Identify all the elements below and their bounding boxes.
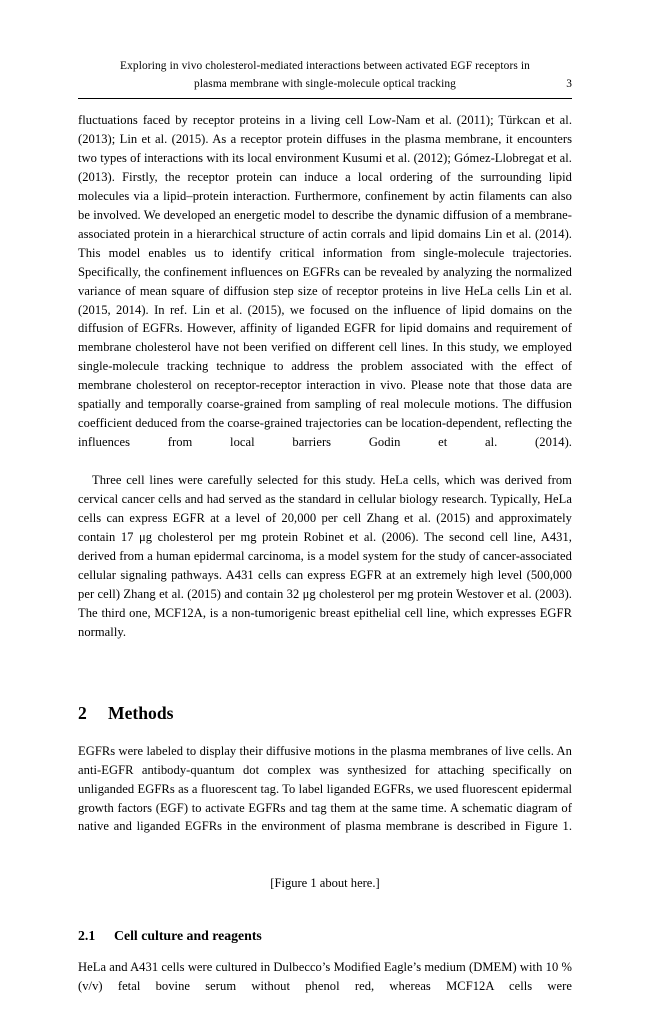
header-divider-rule bbox=[78, 98, 572, 99]
spacer-before-figure-placeholder bbox=[78, 855, 572, 874]
section-number: 2 bbox=[78, 702, 87, 723]
paragraph-cell-lines: Three cell lines were carefully selected for this study. HeLa cells, which was derived from cervical cancer cells and had served as the standard in cellular biology research. Typically, HeLa cells can express EGFR at a level of 20,000 per cell Zhang et al. (2015) and approximately contain 17 μg cholesterol per mg protein Robinet et al. (2006). The second cell line, A431, derived from a human epidermal carcinoma, is a model system for the study of cancer-associated cellular signaling pathways. A431 cells can express EGFR at an extremely high level (500,000 per cell) Zhang et al. (2015) and contain 32 μg cholesterol per mg protein Westover et al. (2003). The third one, MCF12A, is a non-tumorigenic breast epithelial cell line, which expresses EGFR normally. bbox=[78, 473, 572, 639]
running-header-line-2 bbox=[78, 76, 572, 94]
subsection-number: 2.1 bbox=[78, 928, 96, 944]
subsection-title: Cell culture and reagents bbox=[114, 928, 262, 944]
page-content-column bbox=[78, 0, 572, 1015]
subsection-heading-cell-culture bbox=[78, 927, 572, 945]
section-heading-methods bbox=[78, 703, 572, 724]
running-header-title-continuation: plasma membrane with single-molecule optical tracking bbox=[194, 77, 456, 90]
paragraph-introduction-continued: fluctuations faced by receptor proteins in a living cell Low-Nam et al. (2011); Türkcan et al. (2013); Lin et al. (2015). As a receptor protein diffuses in the plasma membrane, it encounters two types of interactions with its local environment Kusumi et al. (2012); Gómez-Llobregat et al. (2013). Firstly, the receptor protein can induce a local ordering of the surrounding lipid molecules via a lipid–protein interaction. Furthermore, confinement by actin filaments can also be involved. We developed an energetic model to describe the dynamic diffusion of a membrane-associated protein in a hierarchical structure of actin corrals and lipid domains Lin et al. (2014). This model enables us to identify critical information from single-molecule trajectories. Specifically, the confinement influences on EGFRs can be revealed by analyzing the normalized variance of mean square of diffusion step size of receptor proteins in live HeLa cells Lin et al. (2015, 2014). In ref. Lin et al. (2015), we focused on the influence of lipid domains on the diffusion of EGFRs. However, affinity of liganded EGFR for lipid domains and requirement of membrane cholesterol have not been verified on different cell lines. In this study, we employed single-molecule tracking technique to address the problem associated with the effect of membrane cholesterol on receptor-receptor interaction in vivo. Please note that those data are spatially and temporally coarse-grained from sampling of real molecule motions. The diffusion coefficient deduced from the coarse-grained trajectories can be location-dependent, reflecting the influences from local barriers Godin et al. (2014). bbox=[78, 113, 572, 450]
body-text-block bbox=[78, 111, 572, 1015]
section-title: Methods bbox=[108, 702, 174, 723]
page-number: 3 bbox=[566, 77, 572, 90]
spacer-before-subsection-heading bbox=[78, 893, 572, 927]
paragraph-cell-culture: HeLa and A431 cells were cultured in Dulbecco’s Modified Eagle’s medium (DMEM) with 10 % (v/v) fetal bovine serum without phenol red, whereas MCF12A cells were bbox=[78, 960, 572, 994]
paragraph-methods-labeling: EGFRs were labeled to display their diffusive motions in the plasma membranes of live cells. An anti-EGFR antibody-quantum dot complex was synthesized for attaching specifically on unliganded EGFRs as a fluorescent tag. To label liganded EGFRs, we used fluorescent epidermal growth factors (EGF) to activate EGFRs and tag them at the same time. A schematic diagram of native and liganded EGFRs in the environment of plasma membrane is described in Figure 1. bbox=[78, 743, 572, 834]
running-header-line-1: Exploring in vivo cholesterol-mediated interactions between activated EGF receptors in bbox=[120, 60, 530, 72]
spacer-after-section-heading bbox=[78, 724, 572, 742]
spacer-before-section-heading bbox=[78, 661, 572, 703]
figure-placeholder-note: [Figure 1 about here.] bbox=[270, 876, 380, 891]
spacer-after-subsection-heading bbox=[78, 945, 572, 958]
running-header bbox=[78, 0, 572, 99]
